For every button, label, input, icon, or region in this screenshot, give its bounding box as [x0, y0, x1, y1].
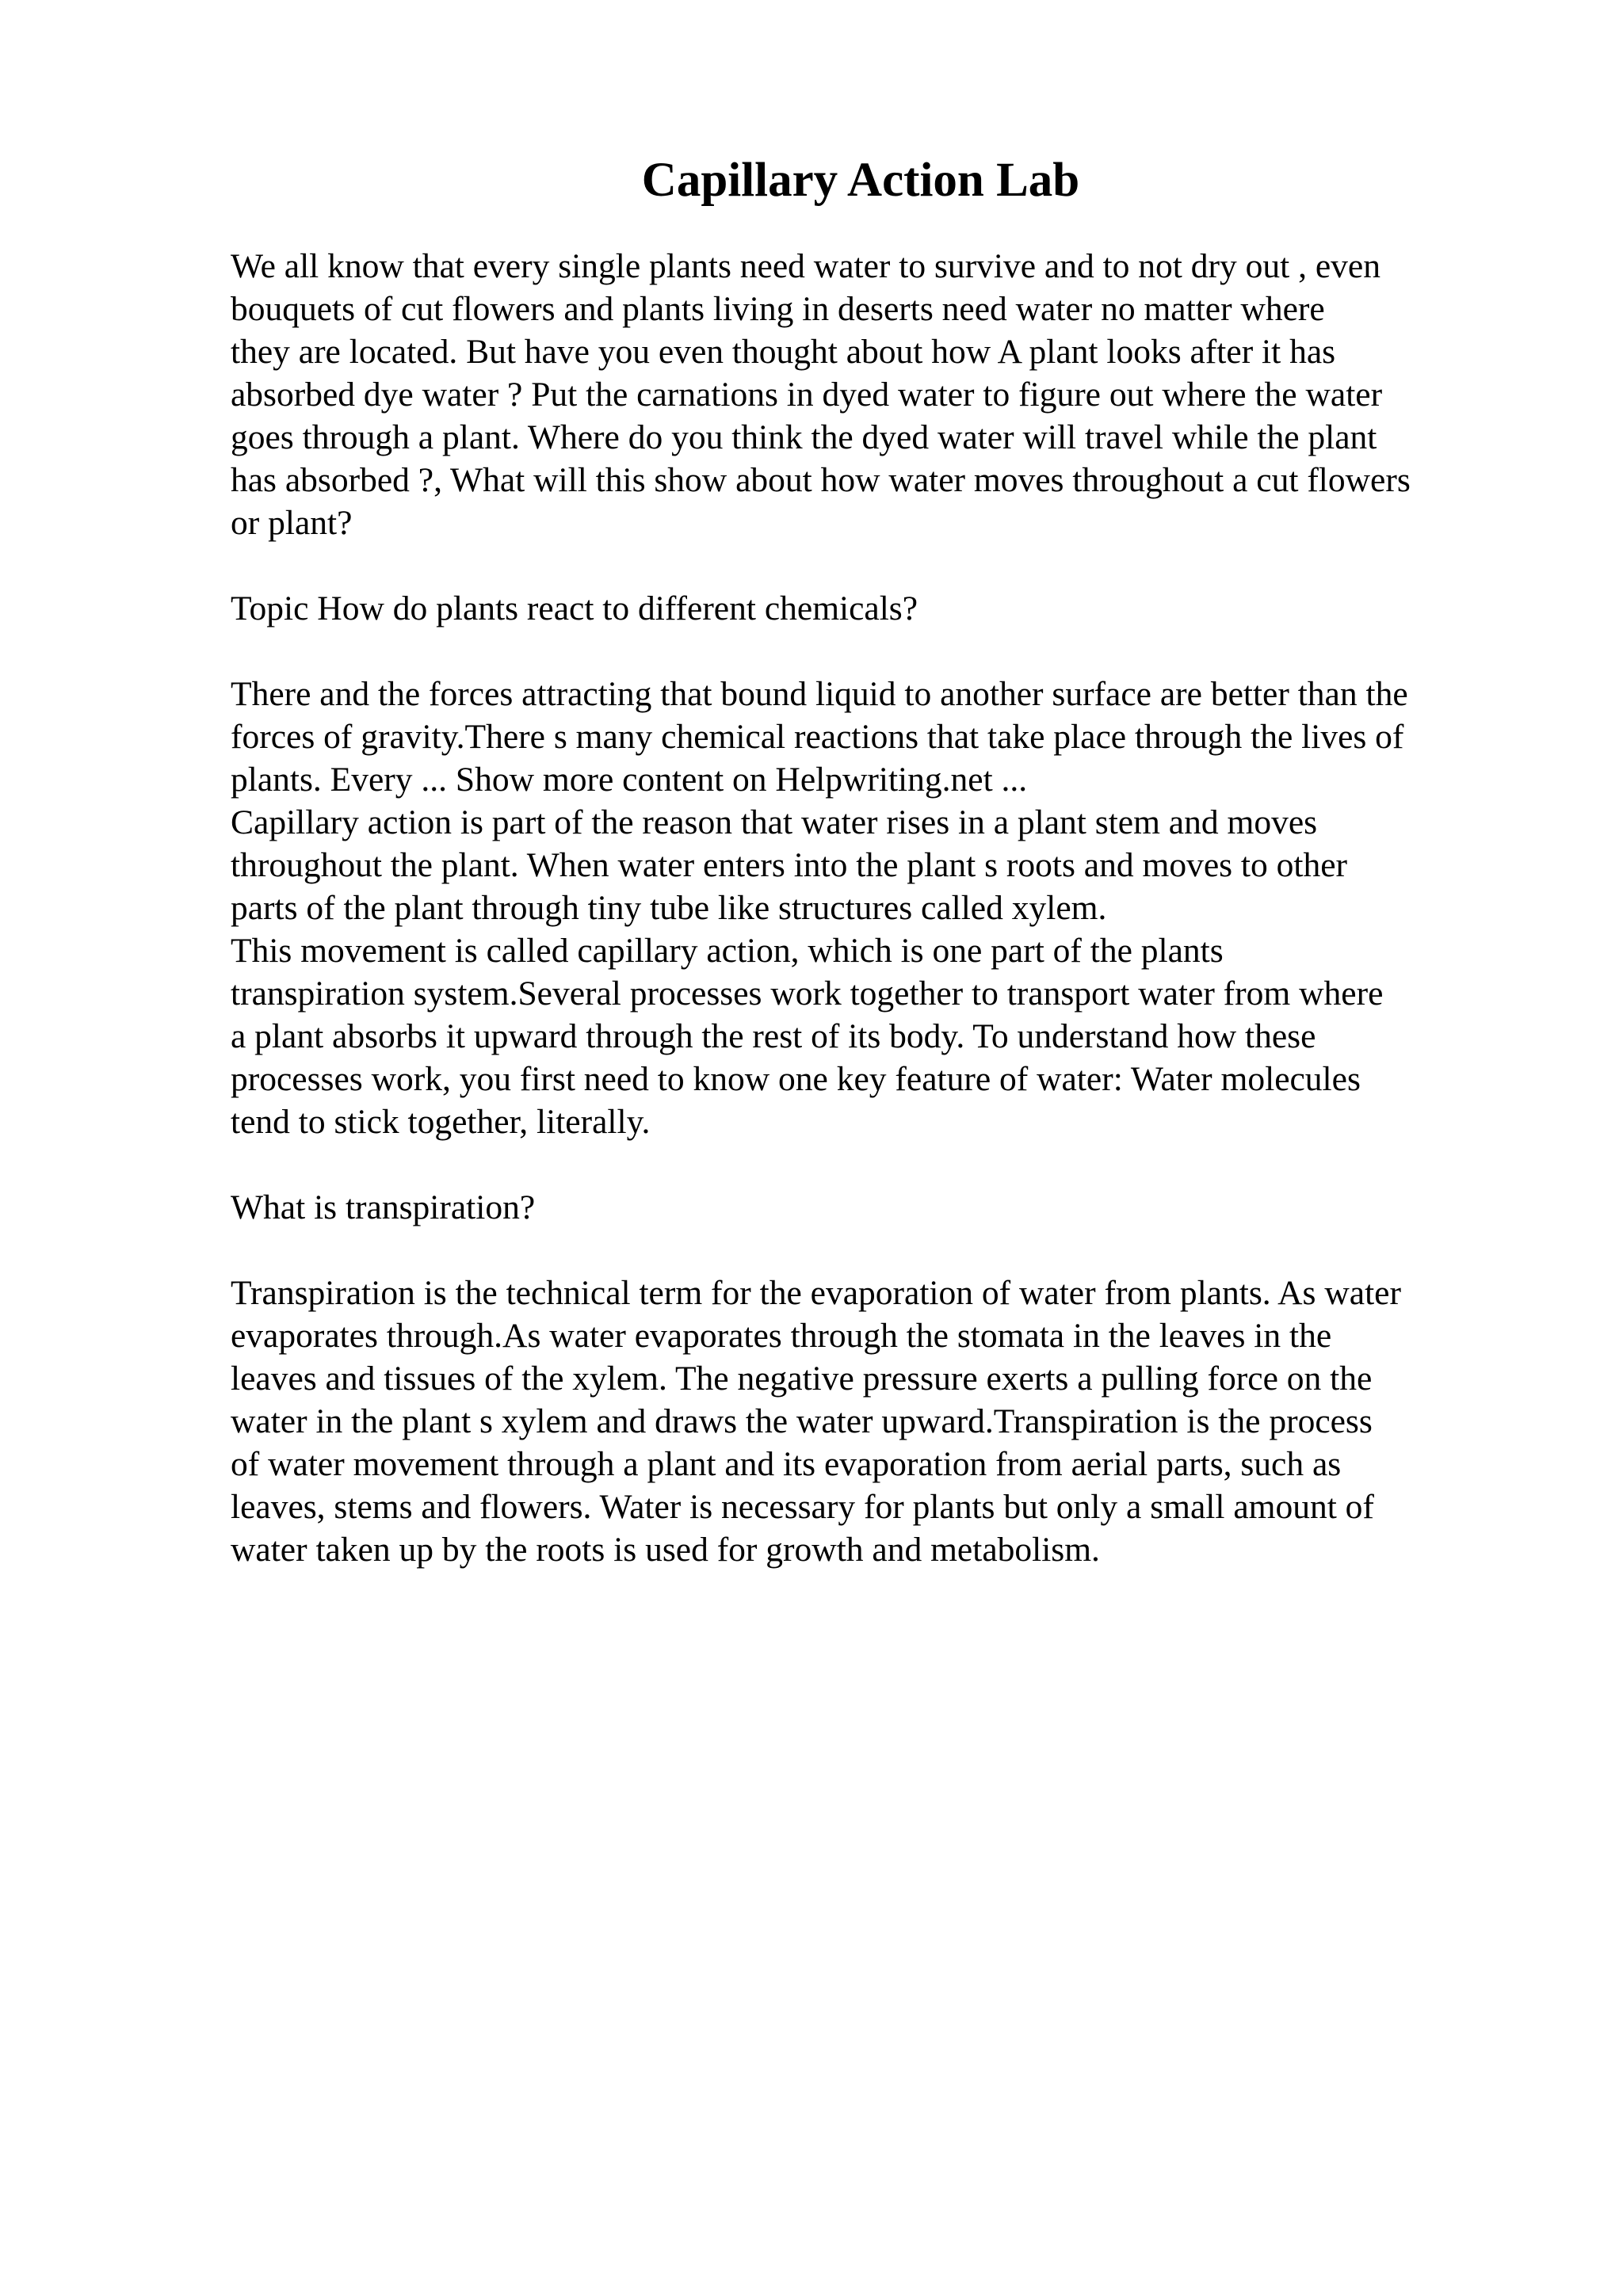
paragraph-transpiration [231, 1272, 1530, 1571]
text-line: processes work, you first need to know one key feature of water: Water molecules [231, 1060, 1361, 1098]
text-line: We all know that every single plants need water to survive and to not dry out , even [231, 247, 1381, 285]
text-line: tend to stick together, literally. [231, 1103, 651, 1141]
text-line: has absorbed ?, What will this show about how water moves throughout a cut flowers [231, 461, 1411, 499]
paragraph-gap [231, 1143, 1530, 1186]
text-line: evaporates through.As water evaporates through the stomata in the leaves in the [231, 1317, 1332, 1355]
text-line: Transpiration is the technical term for the evaporation of water from plants. As water [231, 1274, 1401, 1312]
paragraph-intro [231, 245, 1530, 544]
text-line: or plant? [231, 504, 353, 542]
text-line: Topic How do plants react to different chemicals? [231, 589, 918, 627]
text-line: goes through a plant. Where do you think the dyed water will travel while the plant [231, 418, 1377, 456]
text-line: bouquets of cut flowers and plants living in deserts need water no matter where [231, 290, 1325, 328]
text-line: forces of gravity.There s many chemical reactions that take place through the lives of [231, 718, 1404, 756]
text-line: absorbed dye water ? Put the carnations in dyed water to figure out where the water [231, 376, 1383, 414]
text-line: water taken up by the roots is used for growth and metabolism. [231, 1531, 1100, 1569]
text-line: leaves, stems and flowers. Water is necessary for plants but only a small amount of [231, 1488, 1374, 1526]
paragraph-question [231, 1186, 1530, 1229]
text-line: throughout the plant. When water enters into the plant s roots and moves to other [231, 846, 1348, 884]
text-line: water in the plant s xylem and draws the water upward.Transpiration is the process [231, 1402, 1373, 1440]
document-title: Capillary Action Lab [641, 154, 1080, 207]
paragraph-gap [231, 544, 1530, 587]
paragraph-topic [231, 587, 1530, 630]
text-line: What is transpiration? [231, 1188, 536, 1226]
paragraph-gap [231, 630, 1530, 673]
document-body [231, 245, 1530, 1571]
text-line: of water movement through a plant and its evaporation from aerial parts, such as [231, 1445, 1342, 1483]
paragraph-gap [231, 1229, 1530, 1272]
text-line: parts of the plant through tiny tube like structures called xylem. [231, 889, 1107, 927]
text-line: This movement is called capillary action, which is one part of the plants [231, 932, 1224, 970]
text-line: plants. Every ... Show more content on Helpwriting.net ... [231, 761, 1028, 799]
text-line: There and the forces attracting that bound liquid to another surface are better than the [231, 675, 1408, 713]
text-line: transpiration system.Several processes work together to transport water from where [231, 974, 1384, 1013]
text-line: they are located. But have you even thought about how A plant looks after it has [231, 333, 1336, 371]
text-line: Capillary action is part of the reason that water rises in a plant stem and moves [231, 803, 1318, 841]
text-line: leaves and tissues of the xylem. The negative pressure exerts a pulling force on the [231, 1360, 1373, 1398]
paragraph-capillary-action [231, 673, 1530, 1143]
text-line: a plant absorbs it upward through the rest of its body. To understand how these [231, 1017, 1316, 1055]
